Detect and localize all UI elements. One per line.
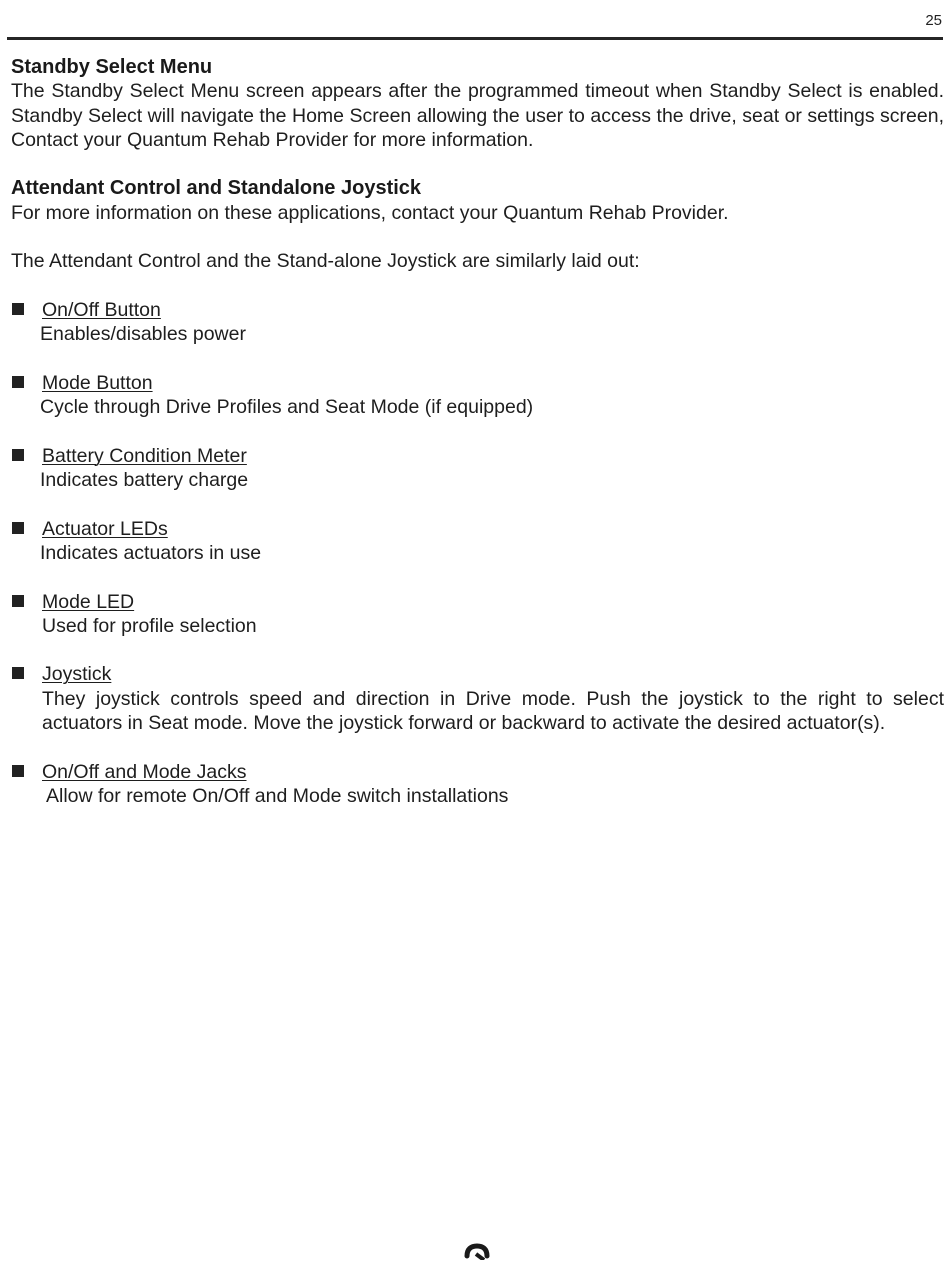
control-features-list xyxy=(11,298,944,808)
list-item-on-off-and-mode-jacks xyxy=(11,760,944,809)
list-item-on-off-button xyxy=(11,298,944,347)
square-bullet-icon xyxy=(12,376,24,388)
item-title: Mode LED xyxy=(42,590,135,613)
list-item-mode-led xyxy=(11,590,944,639)
item-description: Indicates actuators in use xyxy=(40,541,262,564)
item-description: Allow for remote On/Off and Mode switch installations xyxy=(46,784,509,807)
item-description: They joystick controls speed and direction in Drive mode. Push the joystick to the right to select actuators in Seat mode. Move the joystick forward or backward to activate the desired actuator(s). xyxy=(42,687,944,735)
item-title: On/Off and Mode Jacks xyxy=(42,760,247,783)
item-description: Cycle through Drive Profiles and Seat Mode (if equipped) xyxy=(40,396,534,419)
standby-select-paragraph: The Standby Select Menu screen appears after the programmed timeout when Standby Select is enabled. Standby Select will navigate the Home Screen allowing the user to access the drive, seat or settings screen, Contact your Quantum Rehab Provider for more information. xyxy=(11,80,944,151)
square-bullet-icon xyxy=(12,303,24,315)
list-item-joystick xyxy=(11,662,944,735)
quantum-q-logo-icon xyxy=(464,1243,490,1260)
item-title: Battery Condition Meter xyxy=(42,444,247,467)
item-description: Used for profile selection xyxy=(42,614,257,637)
item-title: On/Off Button xyxy=(42,298,161,321)
spacer xyxy=(11,225,944,249)
item-description: Indicates battery charge xyxy=(40,469,249,492)
spacer xyxy=(11,152,944,176)
standby-select-heading: Standby Select Menu xyxy=(11,56,213,78)
item-description: Enables/disables power xyxy=(40,323,246,346)
header-divider xyxy=(7,37,943,40)
square-bullet-icon xyxy=(12,595,24,607)
page-content xyxy=(11,55,944,833)
list-item-mode-button xyxy=(11,371,944,420)
item-title: Mode Button xyxy=(42,371,153,394)
attendant-control-heading: Attendant Control and Standalone Joystick xyxy=(11,177,422,200)
square-bullet-icon xyxy=(12,667,24,679)
item-title: Joystick xyxy=(42,663,112,686)
layout-note-paragraph: The Attendant Control and the Stand-alone Joystick are similarly laid out: xyxy=(11,250,640,273)
item-title: Actuator LEDs xyxy=(42,517,168,540)
square-bullet-icon xyxy=(12,449,24,461)
attendant-intro-paragraph: For more information on these applications, contact your Quantum Rehab Provider. xyxy=(11,201,729,224)
spacer xyxy=(11,274,944,298)
square-bullet-icon xyxy=(12,765,24,777)
list-item-actuator-leds xyxy=(11,517,944,566)
page-number: 25 xyxy=(925,12,942,29)
list-item-battery-condition-meter xyxy=(11,444,944,493)
square-bullet-icon xyxy=(12,522,24,534)
